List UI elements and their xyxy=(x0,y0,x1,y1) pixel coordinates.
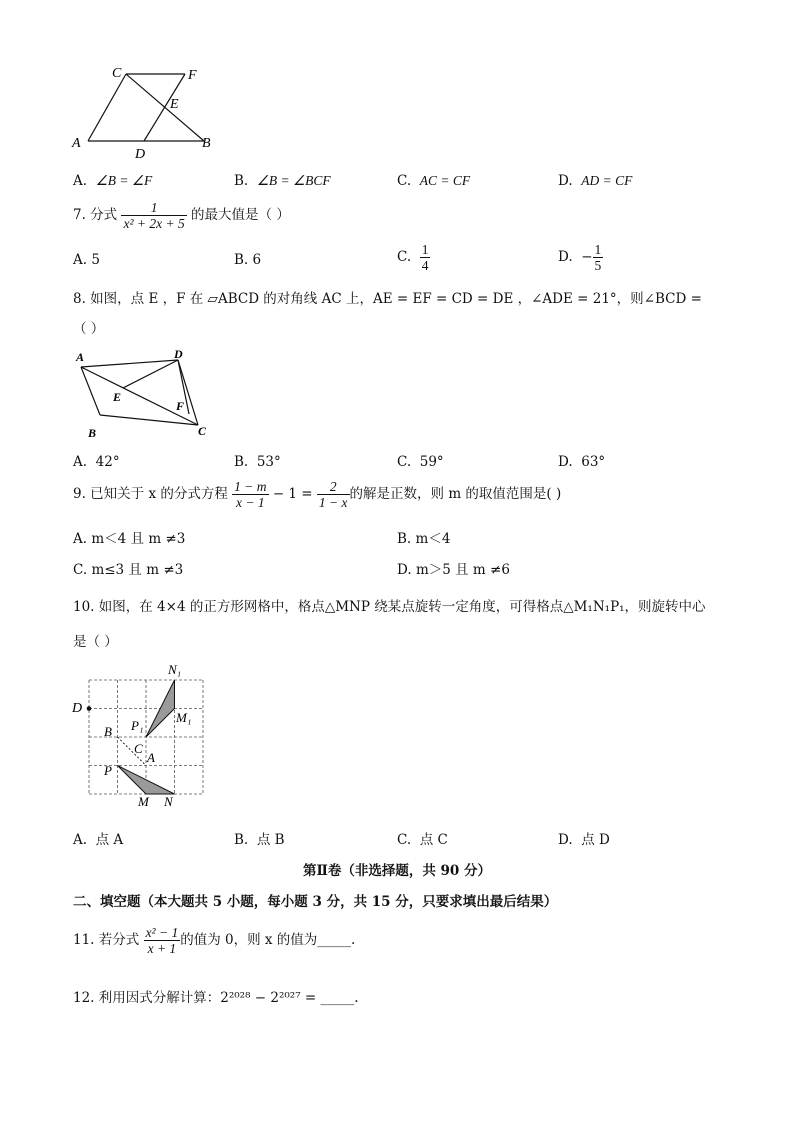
q8-label-F: F xyxy=(176,399,185,413)
q9-fraction-2: $\frac{2}{1 - x}$ xyxy=(318,479,348,510)
q6-option-d[interactable]: D. AD = CF xyxy=(558,173,633,189)
q6-label-F: F xyxy=(188,68,197,83)
q6-option-b[interactable]: B. ∠B = ∠BCF xyxy=(234,173,331,189)
q8-label-A: A xyxy=(76,350,85,364)
q6-figure xyxy=(66,62,226,162)
q6-label-A: A xyxy=(72,136,81,151)
q8-option-d[interactable]: D. 63° xyxy=(558,454,606,470)
q7-option-c[interactable]: C. $\frac{1}{4}$ xyxy=(397,242,429,273)
q8-option-b[interactable]: B. 53° xyxy=(234,454,281,470)
q8-figure xyxy=(70,345,220,445)
q10-label-M: M xyxy=(138,794,149,809)
q9-fraction-1: $\frac{1 - m}{x - 1}$ xyxy=(234,479,267,510)
q8-question-line2: （ ） xyxy=(73,321,105,337)
q6-label-E: E xyxy=(170,97,179,112)
q7-fraction: $\frac{1}{\text{x² + 2x + 5}}$ xyxy=(123,200,185,231)
q10-label-D: D xyxy=(72,701,83,716)
q6-label-C: C xyxy=(112,66,122,81)
q9-option-b[interactable]: B. m＜4 xyxy=(397,531,451,547)
q9-question: 9. 已知关于 x 的分式方程 $\frac{1 - m}{x - 1}$ − 1 = $\frac{2}{1 - x}$ 的解是正数，则 m 的取值范围是( ) xyxy=(73,479,562,510)
q6-option-c[interactable]: C. AC = CF xyxy=(397,173,471,189)
q11-fraction: $\frac{\text{x² − 1}}{x + 1}$ xyxy=(145,925,179,956)
q9-option-d[interactable]: D. m＞5 且 m ≠6 xyxy=(397,562,510,578)
q9-option-c[interactable]: C. m≤3 且 m ≠3 xyxy=(73,562,184,578)
q10-label-P: P xyxy=(104,763,112,778)
q11-question: 11. 若分式 $\frac{\text{x² − 1}}{x + 1}$ 的值为 0，则 x 的值为_____. xyxy=(73,925,356,956)
q10-figure xyxy=(70,660,220,812)
q10-label-P1: P₁ xyxy=(131,718,144,733)
q7-option-a[interactable]: A. 5 xyxy=(73,252,100,268)
q10-label-M1: M₁ xyxy=(176,710,192,725)
q8-label-B: B xyxy=(88,426,97,440)
q10-option-c[interactable]: C. 点 C xyxy=(397,832,448,848)
q10-label-B: B xyxy=(104,724,112,739)
q8-question-line1: 8. 如图，点 E ，F 在 ▱ABCD 的对角线 AC 上，AE = EF = CD = DE ，∠ADE = 21°，则∠BCD = xyxy=(73,291,702,307)
q10-question-line2: 是（ ） xyxy=(73,634,118,650)
part2-title: 第Ⅱ卷（非选择题，共 90 分） xyxy=(302,863,492,879)
q8-label-E: E xyxy=(113,390,122,404)
q10-label-A: A xyxy=(147,750,155,765)
q7-option-d[interactable]: D. − $\frac{1}{5}$ xyxy=(558,242,602,273)
q10-option-a[interactable]: A. 点 A xyxy=(73,832,124,848)
q6-option-a[interactable]: A. ∠B = ∠F xyxy=(73,173,153,189)
q9-option-a[interactable]: A. m＜4 且 m ≠3 xyxy=(73,531,186,547)
q12-question: 12. 利用因式分解计算：2²⁰²⁸ − 2²⁰²⁷ = _____. xyxy=(73,990,359,1006)
q10-question-line1: 10. 如图，在 4×4 的正方形网格中，格点△MNP 绕某点旋转一定角度，可得格点△M₁N₁P₁，则旋转中心 xyxy=(73,599,706,615)
q6-label-D: D xyxy=(135,147,146,162)
q10-option-d[interactable]: D. 点 D xyxy=(558,832,610,848)
q8-option-a[interactable]: A. 42° xyxy=(73,454,120,470)
q10-label-N1: N₁ xyxy=(168,662,182,677)
q10-option-b[interactable]: B. 点 B xyxy=(234,832,285,848)
q7-option-b[interactable]: B. 6 xyxy=(234,252,262,268)
q10-point-D xyxy=(87,706,92,711)
q10-triangle-mnp xyxy=(118,766,175,795)
q10-label-C: C xyxy=(134,741,143,756)
section-fill-in-blank-heading: 二、填空题（本大题共 5 小题，每小题 3 分，共 15 分，只要求填出最后结果） xyxy=(73,894,558,910)
q7-question: 7. 分式 $\frac{1}{\text{x² + 2x + 5}}$ 的最大值是（ ） xyxy=(73,200,290,231)
q10-label-N: N xyxy=(164,794,173,809)
q8-label-D: D xyxy=(174,347,183,361)
q8-label-C: C xyxy=(198,424,207,438)
q8-option-c[interactable]: C. 59° xyxy=(397,454,444,470)
q6-label-B: B xyxy=(202,136,211,151)
